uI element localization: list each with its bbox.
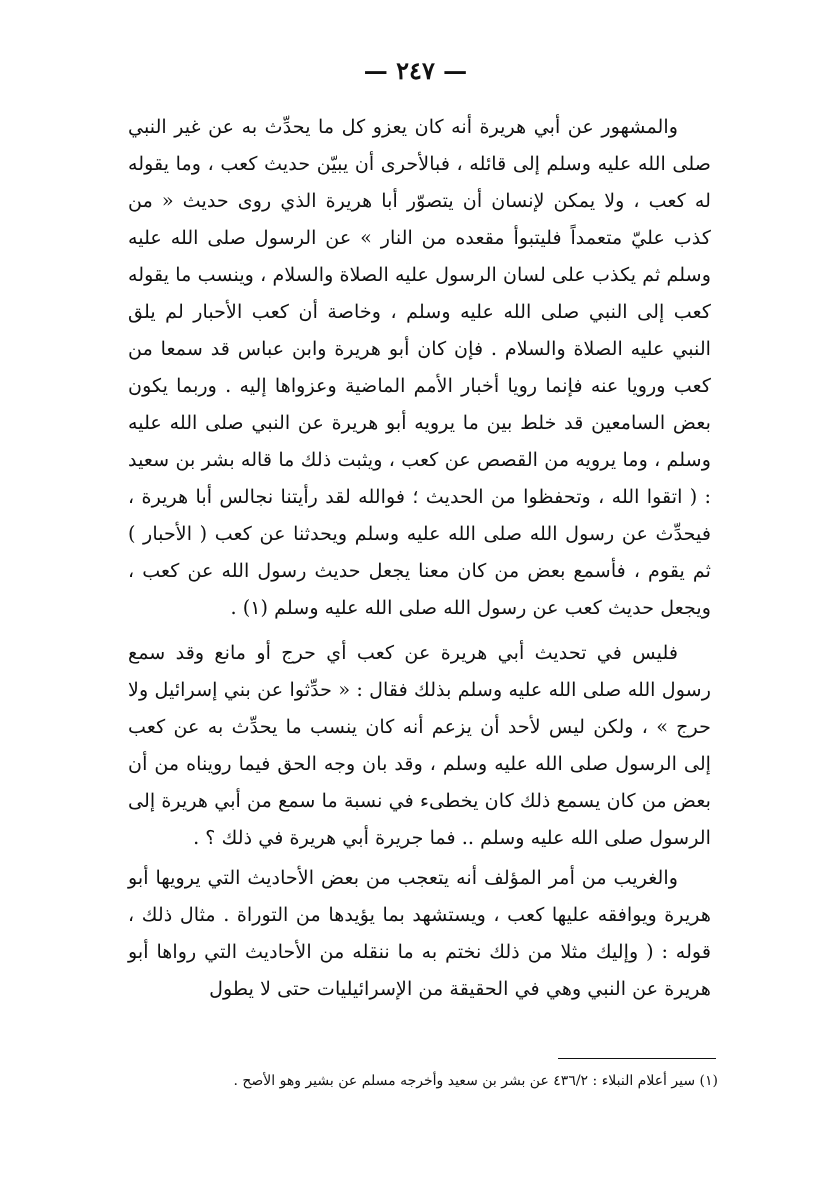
paragraph: والغريب من أمر المؤلف أنه يتعجب من بعض الأحاديث التي يرويها أبو هريرة ويوافقه عليها كعب ، ويستشهد بما يؤيدها من التوراة . مثال ذلك ، قوله : ( وإليك مثلا من ذلك نختم به ما ننقله من الأحاديث التي رواها أبو هريرة عن النبي وهي في الحقيقة من الإسرائيليات حتى لا يطول (128, 866, 711, 1000)
paragraph: والمشهور عن أبي هريرة أنه كان يعزو كل ما يحدِّث به عن غير النبي صلى الله عليه وسلم إلى قائله ، فبالأحرى أن يبيّن حديث كعب ، وما يقوله له كعب ، ولا يمكن لإنسان أن يتصوّر أبا هريرة الذي روى حديث « من كذب عليّ متعمداً فليتبوأ مقعده من النار » عن الرسول صلى الله عليه وسلم ثم يكذب على لسان الرسول عليه الصلاة والسلام ، وينسب ما يقوله كعب إلى النبي صلى الله عليه وسلم ، وخاصة أن كعب الأحبار لم يلق النبي عليه الصلاة والسلام . فإن كان أبو هريرة وابن عباس قد سمعا من كعب ورويا عنه فإنما رويا أخبار الأمم الماضية وعزواها إليه . وربما يكون بعض السامعين قد خلط بين ما يرويه أبو هريرة عن النبي صلى الله عليه وسلم ، وما يرويه من القصص عن كعب ، ويثبت ذلك ما قاله بشر بن سعيد : ( اتقوا الله ، وتحفظوا من الحديث ؛ فوالله لقد رأيتنا نجالس أبا هريرة ، فيحدِّث عن رسول الله صلى الله عليه وسلم ويحدثنا عن كعب ( الأحبار ) ثم يقوم ، فأسمع بعض من كان معنا يجعل حديث رسول الله عن كعب ، ويجعل حديث كعب عن رسول الله صلى الله عليه وسلم (١) . (128, 115, 711, 619)
paragraph: فليس في تحديث أبي هريرة عن كعب أي حرج أو مانع وقد سمع رسول الله صلى الله عليه وسلم بذلك فقال : « حدِّثوا عن بني إسرائيل ولا حرج » ، ولكن ليس لأحد أن يزعم أنه كان ينسب ما يحدِّث به عن كعب إلى الرسول صلى الله عليه وسلم ، وقد بان وجه الحق فيما رويناه من أن بعض من كان يسمع ذلك كان يخطىء في نسبة ما سمع من أبي هريرة إلى الرسول صلى الله عليه وسلم .. فما جريرة أبي هريرة في ذلك ؟ . (128, 641, 711, 849)
page-number: — ٢٤٧ — (363, 56, 468, 85)
footnote: (١) سير أعلام النبلاء : ٤٣٦/٢ عن بشر بن سعيد وأخرجه مسلم عن بشير وهو الأصح . (233, 1073, 718, 1089)
body-text (128, 108, 711, 1007)
footnote-divider (558, 1058, 716, 1059)
